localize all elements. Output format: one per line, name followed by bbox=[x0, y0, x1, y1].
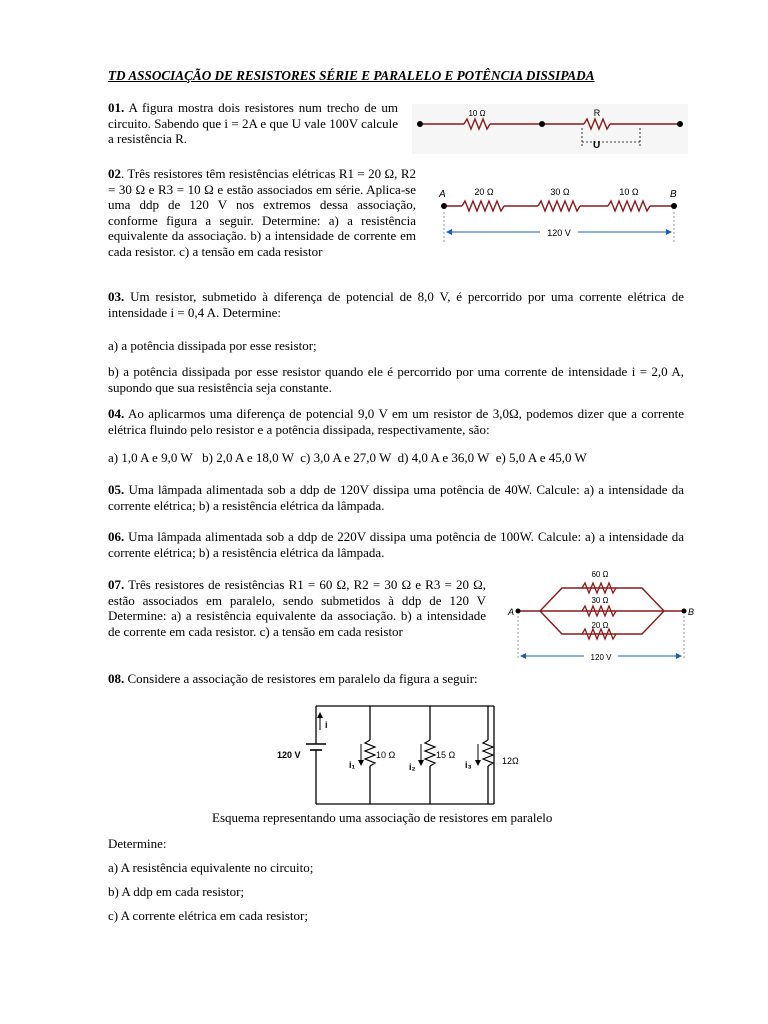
item-a: a) A resistência equivalente no circuito; bbox=[108, 860, 314, 875]
resistor-label: 10 Ω bbox=[376, 750, 396, 760]
resistor-label: 20 Ω bbox=[474, 187, 494, 197]
current-label: i₂ bbox=[409, 762, 416, 772]
question-text: . Três resistores têm resistências elétricas R1 = 20 Ω, R2 = 30 Ω e R3 = 10 Ω e estão associados em série. Aplica-se uma ddp de 120 V nos extremos dessa associação, conforme figura a seguir. Determine: a) a resistência equivalente da associação. b) a intensidade de corrente em cada resistor. c) a tensão em cada resistor bbox=[108, 166, 416, 259]
question-03 bbox=[108, 289, 684, 320]
question-text: Ao aplicarmos uma diferença de potencial 9,0 V em um resistor de 3,0Ω, podemos dizer que a corrente elétrica fluindo pelo resistor e a potência dissipada, respectivamente, são: bbox=[108, 406, 684, 437]
question-06 bbox=[108, 529, 684, 560]
series-three-resistors-figure bbox=[432, 182, 688, 246]
question-text: Uma lâmpada alimentada sob a ddp de 220V dissipa uma potência de 100W. Calcule: a) a intensidade da corrente elétrica; b) a resistência elétrica da lâmpada. bbox=[108, 529, 685, 560]
figure-caption: Esquema representando uma associação de resistores em paralelo bbox=[212, 810, 553, 825]
node-a-label: A bbox=[439, 189, 446, 200]
resistor-label: 10 Ω bbox=[619, 187, 639, 197]
question-text: Um resistor, submetido à diferença de potencial de 8,0 V, é percorrido por uma corrente elétrica de intensidade i = 0,4 A. Determine: bbox=[108, 289, 684, 320]
node-a-label: A bbox=[508, 607, 515, 617]
parallel-circuit-figure bbox=[270, 700, 519, 808]
question-07 bbox=[108, 577, 486, 639]
question-number: 02 bbox=[108, 166, 121, 181]
question-02 bbox=[108, 166, 416, 260]
determine-label: Determine: bbox=[108, 836, 167, 851]
item-a: a) a potência dissipada por esse resistor; bbox=[108, 338, 317, 353]
source-voltage-label: 120 V bbox=[277, 750, 301, 760]
question-number: 08. bbox=[108, 671, 125, 686]
question-number: 07. bbox=[108, 577, 125, 592]
question-05 bbox=[108, 482, 684, 513]
series-two-resistors-figure bbox=[412, 104, 688, 154]
question-number: 03. bbox=[108, 289, 125, 304]
resistor-label: R bbox=[593, 108, 601, 118]
question-08 bbox=[108, 671, 486, 687]
question-04 bbox=[108, 406, 684, 437]
current-label: i₃ bbox=[465, 760, 472, 770]
parallel-three-resistors-figure bbox=[504, 566, 700, 664]
resistor-label: 30 Ω bbox=[550, 187, 570, 197]
item-b: b) a potência dissipada por esse resistor quando ele é percorrido por uma corrente de intensidade i = 2,0 A, supondo que sua resistência seja constante. bbox=[108, 364, 684, 395]
question-text: Três resistores de resistências R1 = 60 Ω, R2 = 30 Ω e R3 = 20 Ω, estão associados em paralelo, sendo submetidos à ddp de 120 V Determine: a) a resistência equivalente da associação. b) a intensidade de corrente em cada resistor. c) a tensão em cada resistor bbox=[108, 577, 486, 639]
resistor-label: 10 Ω bbox=[468, 109, 486, 118]
resistor-label: 20 Ω bbox=[591, 621, 609, 630]
resistor-label: 60 Ω bbox=[591, 570, 609, 579]
question-number: 01. bbox=[108, 100, 125, 115]
question-01 bbox=[108, 100, 398, 147]
voltage-label: U bbox=[593, 140, 601, 151]
question-number: 06. bbox=[108, 529, 125, 544]
node-b-label: B bbox=[688, 607, 695, 617]
question-text: A figura mostra dois resistores num trecho de um circuito. Sabendo que i = 2A e que U vale 100V calcule a resistência R. bbox=[108, 100, 398, 147]
current-label: i₁ bbox=[349, 760, 356, 770]
resistor-label: 12Ω bbox=[502, 756, 519, 766]
item-c: c) A corrente elétrica em cada resistor; bbox=[108, 908, 308, 923]
question-number: 05. bbox=[108, 482, 125, 497]
node-b-label: B bbox=[670, 189, 677, 200]
page-title: TD ASSOCIAÇÃO DE RESISTORES SÉRIE E PARALELO E POTÊNCIA DISSIPADA bbox=[108, 68, 595, 83]
current-label: i bbox=[325, 720, 328, 730]
answer-options: a) 1,0 A e 9,0 W b) 2,0 A e 18,0 W c) 3,0 A e 27,0 W d) 4,0 A e 36,0 W e) 5,0 A e 45,0 W bbox=[108, 450, 587, 465]
resistor-label: 30 Ω bbox=[591, 596, 609, 605]
voltage-label: 120 V bbox=[590, 653, 612, 662]
resistor-label: 15 Ω bbox=[436, 750, 456, 760]
question-number: 04. bbox=[108, 406, 125, 421]
item-b: b) A ddp em cada resistor; bbox=[108, 884, 245, 899]
question-text: Uma lâmpada alimentada sob a ddp de 120V dissipa uma potência de 40W. Calcule: a) a intensidade da corrente elétrica; b) a resistência elétrica da lâmpada. bbox=[108, 482, 684, 513]
question-text: Considere a associação de resistores em paralelo da figura a seguir: bbox=[127, 671, 478, 686]
voltage-label: 120 V bbox=[547, 228, 571, 238]
